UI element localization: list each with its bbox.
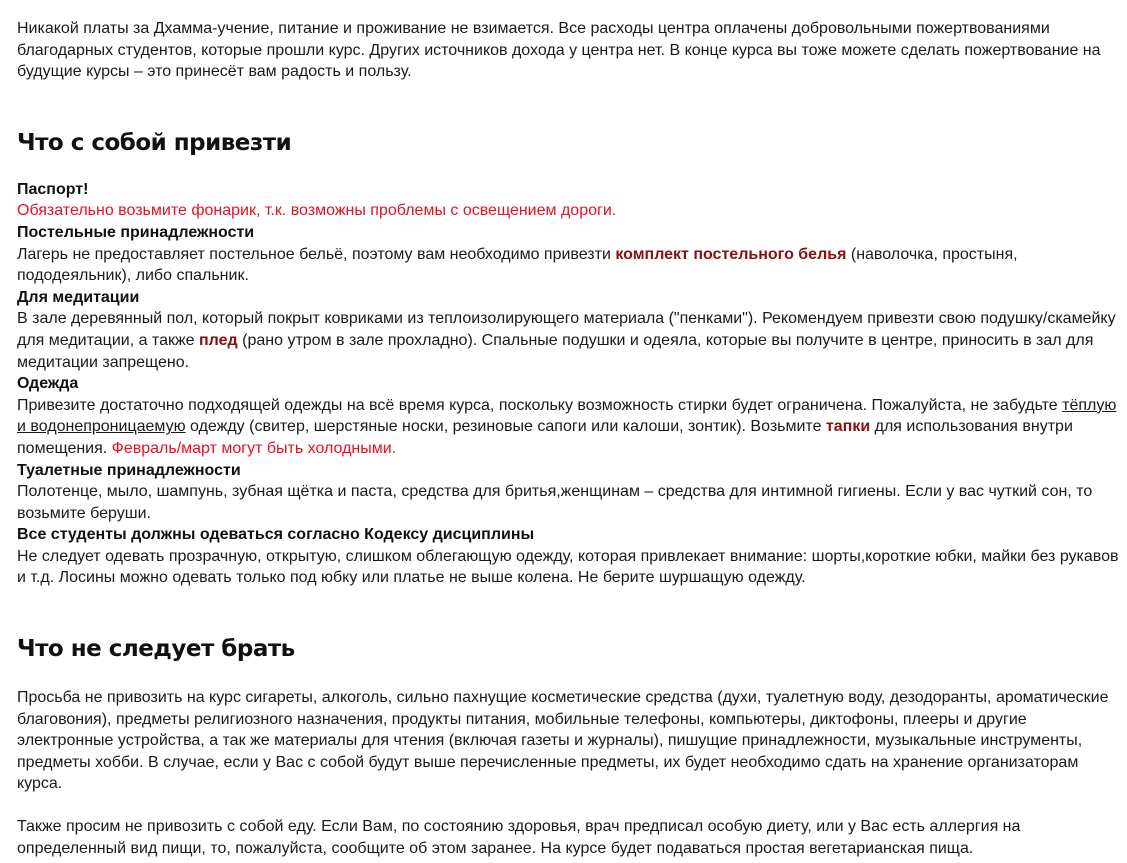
intro-paragraph: Никакой платы за Дхамма-учение, питание и проживание не взимается. Все расходы центра оплачены добровольными пожертвованиями благодарных студентов, которые прошли курс. Других источников дохода у центра нет. В конце курса вы тоже можете сделать пожертвование на будущие курсы – это принесёт вам радость и пользу. (17, 20, 1101, 81)
meditation-text (17, 308, 1119, 373)
meditation-heading: Для медитации (17, 288, 140, 306)
dress-code-heading: Все студенты должны одеваться согласно Кодексу дисциплины (17, 526, 535, 544)
bedding-text-before: Лагерь не предоставляет постельное бельё, поэтому вам необходимо привезти (17, 245, 616, 263)
clothes-underlined: тёплую и водонепроницаемую (17, 396, 1117, 436)
bedding-text-after: (наволочка, простыня, пододеяльник), либо спальник. (17, 245, 1018, 285)
clothes-text-before: Привезите достаточно подходящей одежды на всё время курса, поскольку возможность стирки будет ограничена. Пожалуйста, не забудьте (17, 396, 1063, 414)
meditation-emphasis: плед (199, 331, 238, 349)
bedding-emphasis: комплект постельного белья (615, 245, 847, 263)
food-note-text: Также просим не привозить с собой еду. Если Вам, по состоянию здоровья, врач предписал особую диету, или у Вас есть аллергия на определенный вид пищи, то, пожалуйста, сообщите об этом заранее. На курсе будет подаваться простая вегетарианская пища. (17, 818, 1021, 857)
clothes-text (17, 395, 1119, 460)
what-to-bring-section (17, 179, 1119, 589)
prohibited-items-text: Просьба не привозить на курс сигареты, алкоголь, сильно пахнущие косметические средства (духи, туалетную воду, дезодоранты, ароматические благовония), предметы религиозного назначения, продукты питания, мобильные телефоны, компьютеры, диктофоны, плееры и другие электронные устройства, а так же материалы для чтения (включая газеты и журналы), пишущие принадлежности, музыкальные инструменты, предметы хобби. В случае, если у Вас с собой будут выше перечисленные предметы, их будет необходимо сдать на хранение организаторам курса. (17, 689, 1109, 793)
clothes-heading: Одежда (17, 375, 79, 393)
meditation-text-after: (рано утром в зале прохладно). Спальные подушки и одеяла, которые вы получите в центре, приносить в зал для медитации запрещено. (17, 331, 1094, 371)
meditation-text-before: В зале деревянный пол, который покрыт ковриками из теплоизолирующего материала ("пенками"). Рекомендуем привезти свою подушку/скамейку для медитации, а также (17, 310, 1116, 349)
bedding-heading: Постельные принадлежности (17, 223, 255, 241)
section-title-what-not-to-bring: Что не следует брать (17, 636, 295, 663)
flashlight-note: Обязательно возьмите фонарик, т.к. возможны проблемы с освещением дороги. (17, 202, 617, 220)
clothes-red-note: Февраль/март могут быть холодными. (111, 439, 397, 457)
what-not-to-bring-section (17, 687, 1119, 859)
bedding-text (17, 244, 1119, 287)
clothes-text-middle: одежду (свитер, шерстяные носки, резиновые сапоги или калоши, зонтик). Возьмите (185, 418, 826, 436)
toiletries-heading: Туалетные принадлежности (17, 461, 241, 479)
clothes-emphasis: тапки (825, 418, 871, 436)
passport-note: Паспорт! (17, 180, 89, 198)
dress-code-text: Не следует одевать прозрачную, открытую, слишком облегающую одежду, которая привлекает внимание: шорты,короткие юбки, майки без рукавов и т.д. Лосины можно одевать только под юбку или платье не выше колена. Не берите шуршащую одежду. (17, 547, 1119, 587)
section-title-what-to-bring: Что с собой привезти (17, 129, 292, 156)
clothes-text-after: для использования внутри помещения. (17, 418, 1073, 457)
toiletries-text: Полотенце, мыло, шампунь, зубная щётка и паста, средства для бритья,женщинам – средства для интимной гигиены. Если у вас чуткий сон, то возьмите беруши. (17, 483, 1093, 522)
